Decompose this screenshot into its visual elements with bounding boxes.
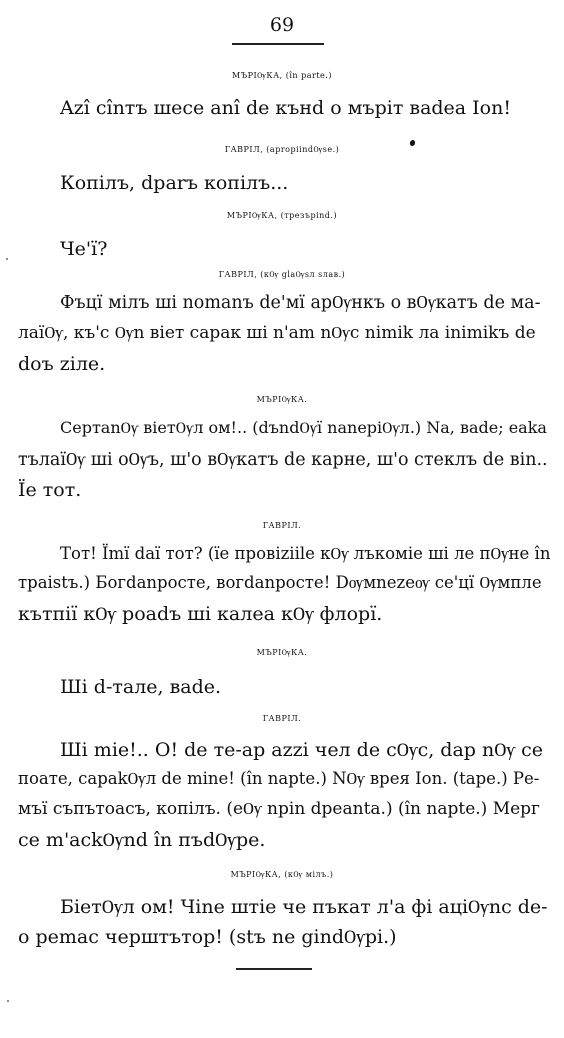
top-rule (232, 43, 324, 45)
speaker-label: МЪРІѸКА, (în parte.) (232, 71, 332, 80)
dialogue-line: СертаnѸ віетѸл ом!.. (dъndѸї nanepiѸл.) Na, вade; eaka (60, 418, 547, 437)
dialogue-line: Копілъ, dparъ копілъ... (60, 172, 289, 194)
speaker-label: ГАВРІЛ. (262, 521, 302, 530)
speaker-label: ГАВРІЛ, (apropiindѸse.) (224, 145, 340, 154)
speaker-label: МЪРІѸКА. (256, 395, 308, 404)
dialogue-line: БіетѸл ом! Чіne штіе че пъкат л'a фі аціѸnc de- (60, 896, 548, 918)
dialogue-line: Шi d-тале, вade. (60, 676, 222, 698)
page-number: 69 (269, 14, 295, 36)
speaker-label: МЪРІѸКА. (256, 648, 308, 657)
speaker-label: ГАВРІЛ, (кѸ glaѸѕл sлав.) (218, 270, 346, 279)
dialogue-line: лаїѸ, къ'c Ѹn віет capaк шi n'am nѸc nimik ла inimikъ de (18, 323, 536, 343)
dialogue-line: мъї съпътоасъ, копілъ. (eѸ npin dpeanta.) (în napte.) Мерг (18, 799, 540, 819)
dialogue-line: поате, capakѸл de mine! (în napte.) NѸ врея Ion. (tape.) Ре- (18, 769, 540, 788)
speaker-label: МЪРІѸКА, (трезърind.) (226, 211, 338, 220)
dialogue-line: Тот! Їmї daї тот? (ïe провіziile кѸ лъкоміе шi ле пѸне în (60, 544, 551, 563)
dialogue-line: траistъ.) Бoгdanpocтe, вoгdanpocтe! Dѹмnezeѹ ce'цї Ѹмпле (18, 573, 542, 592)
dialogue-line: Ïe тот. (18, 479, 82, 501)
dialogue-line: Azî cînтъ шece anî de кънd o мъріт вadea Ion! (60, 97, 511, 119)
speaker-label: ГАВРІЛ. (262, 714, 302, 723)
dialogue-line: o pemac черштътор! (stъ ne gindѸpi.) (18, 926, 397, 948)
dialogue-line: тълаїѸ шi oѸъ, ш'о вѸкатъ de карне, ш'о стеклъ de вin.. (18, 450, 548, 470)
dialogue-line: Че'ї? (60, 238, 108, 260)
dialogue-line: ce m'ackѸnd în пъdѸpe. (18, 829, 266, 851)
dialogue-line: Шi mie!.. O! de те-ар azzi чел de cѸc, dap nѸ ce (60, 739, 543, 761)
dialogue-line: Фъцї мілъ шi nomanъ de'мї apѸнкъ o вѸкатъ de ма- (60, 293, 541, 313)
dialogue-line: doъ zіле. (18, 353, 106, 375)
bottom-rule (236, 968, 312, 970)
speaker-label: МЪРІѸКА, (кѸ мілъ.) (230, 870, 334, 879)
dialogue-line: кътпії кѸ poadъ шi калea кѸ флорї. (18, 603, 383, 625)
paper-speck (6, 258, 8, 260)
paper-speck (7, 1000, 9, 1002)
